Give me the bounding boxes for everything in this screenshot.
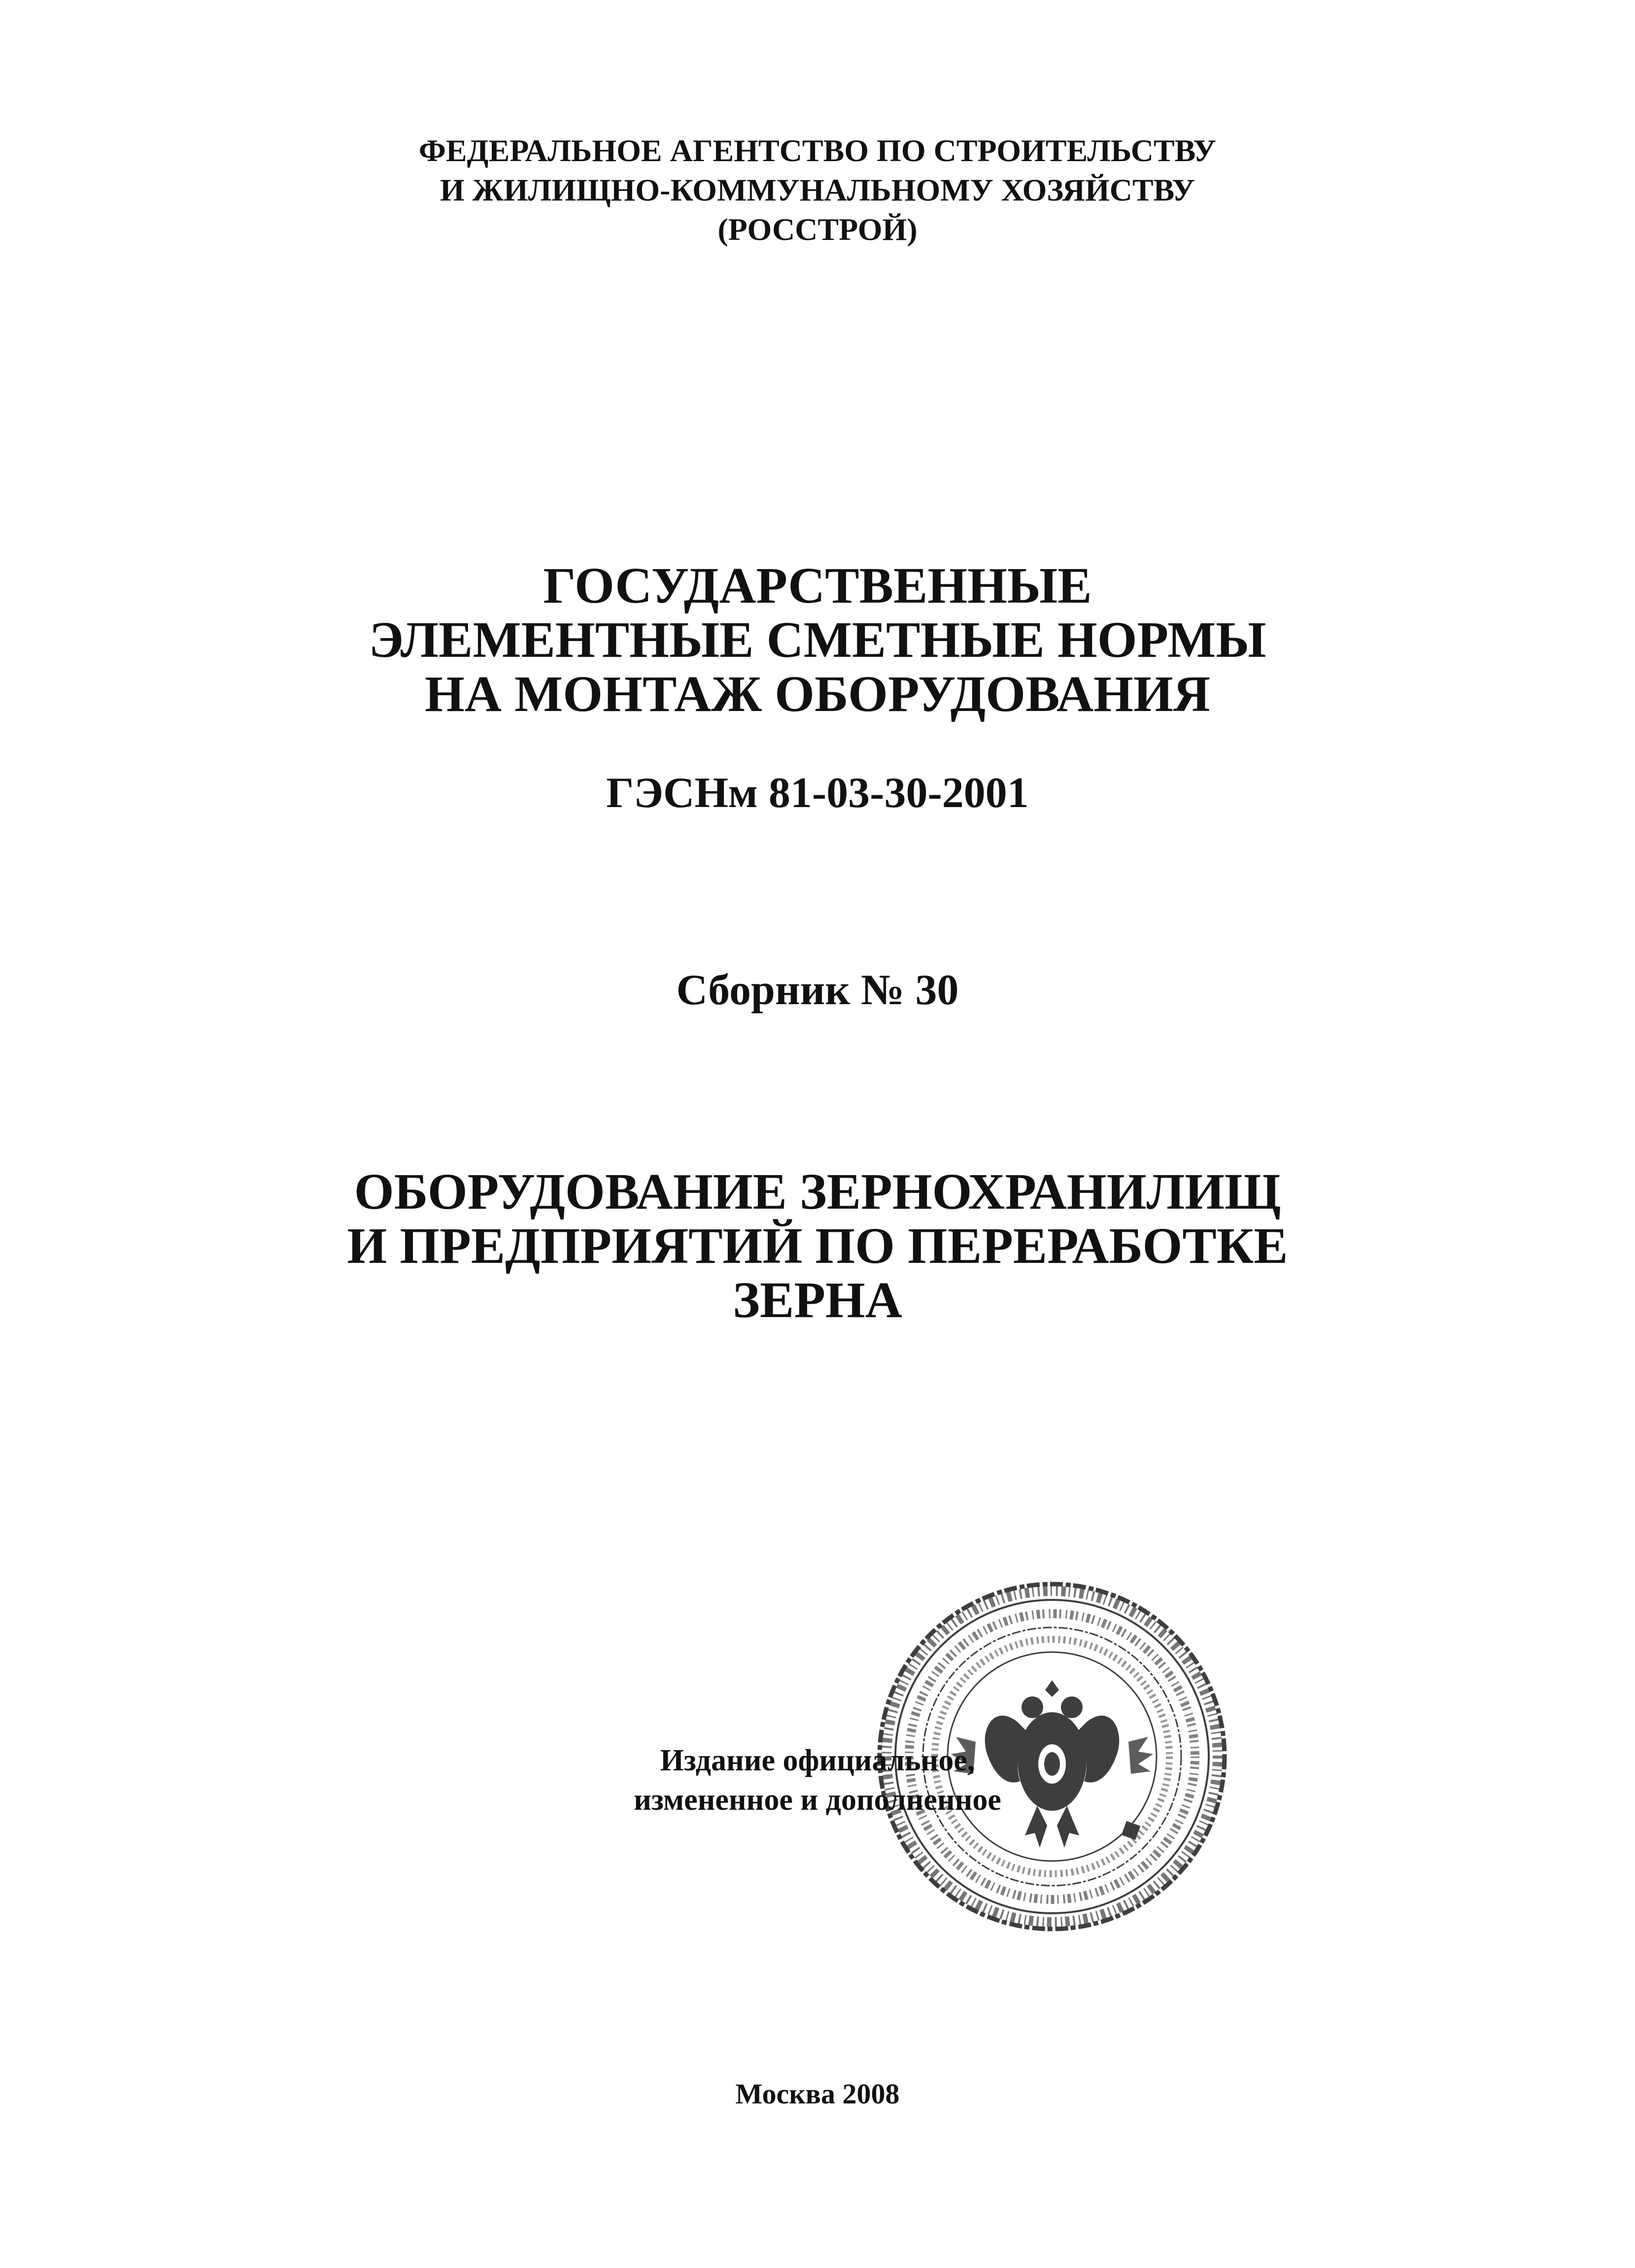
collection-name-line-2: И ПРЕДПРИЯТИЙ ПО ПЕРЕРАБОТКЕ xyxy=(347,1218,1288,1274)
publication-city-year: Москва 2008 xyxy=(735,2078,900,2110)
title-line-2: ЭЛЕМЕНТНЫЕ СМЕТНЫЕ НОРМЫ xyxy=(369,611,1266,668)
collection-name-line-3: ЗЕРНА xyxy=(733,1272,902,1328)
title-line-1: ГОСУДАРСТВЕННЫЕ xyxy=(543,557,1092,614)
collection-name-line-1: ОБОРУДОВАНИЕ ЗЕРНОХРАНИЛИЩ xyxy=(354,1163,1281,1220)
collection-label: Сборник № 30 xyxy=(676,966,959,1014)
agency-line-3: (РОССТРОЙ) xyxy=(717,212,918,247)
agency-line-1: ФЕДЕРАЛЬНОЕ АГЕНТСТВО ПО СТРОИТЕЛЬСТВУ xyxy=(418,133,1217,168)
document-code: ГЭСНм 81-03-30-2001 xyxy=(606,769,1029,817)
agency-line-2: И ЖИЛИЩНО-КОММУНАЛЬНОМУ ХОЗЯЙСТВУ xyxy=(440,172,1195,207)
edition-line-1: Издание официальное, xyxy=(660,1744,975,1777)
title-line-3: НА МОНТАЖ ОБОРУДОВАНИЯ xyxy=(425,666,1210,722)
edition-line-2: измененное и дополненное xyxy=(634,1783,1001,1817)
